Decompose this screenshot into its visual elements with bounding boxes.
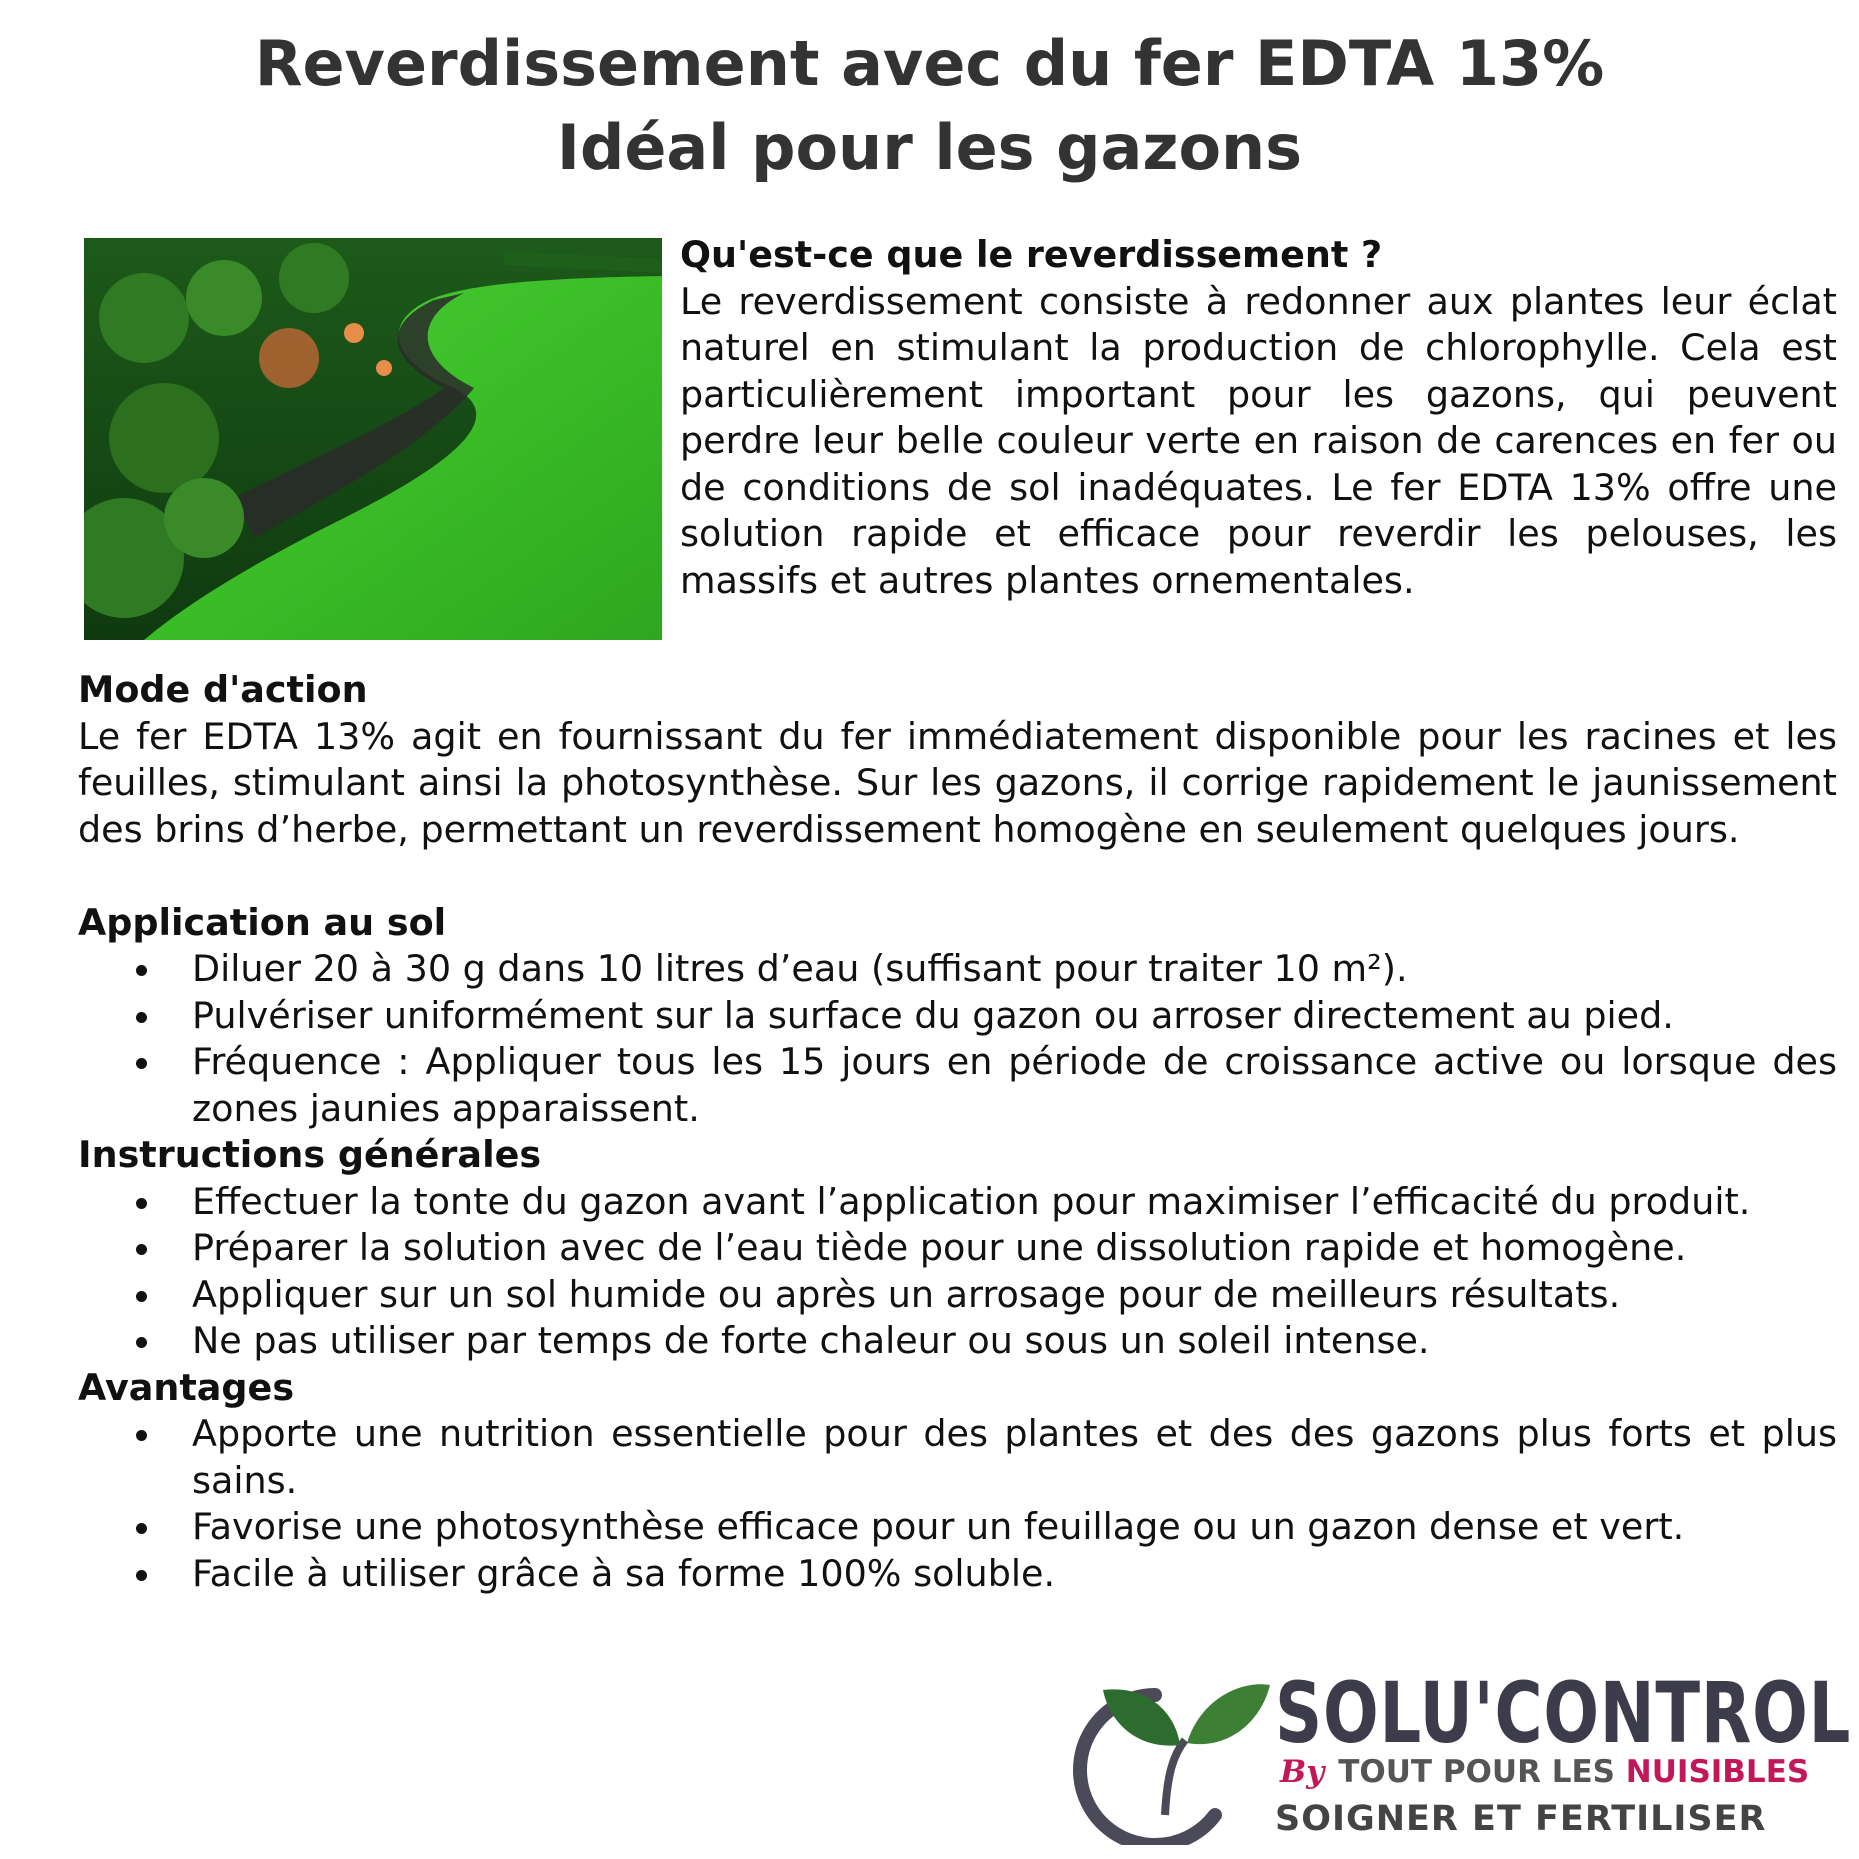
mode-action-text: Le fer EDTA 13% agit en fournissant du fer immédiatement disponible pour les racines et les feuilles, stimulant ainsi la photosynthèse. Sur les gazons, il corrige rapidement le jaunissement des brins d’herbe, permettant un reverdissement homogène en seulement quelques jours. [78, 714, 1837, 851]
list-item: Pulvériser uniformément sur la surface du gazon ou arroser directement au pied. [78, 993, 1837, 1040]
mode-action-heading: Mode d'action [78, 668, 368, 711]
list-item: Fréquence : Appliquer tous les 15 jours en période de croissance active ou lorsque des zones jaunies apparaissent. [78, 1039, 1837, 1132]
intro-section [680, 232, 1837, 604]
lawn-garden-photo [84, 238, 662, 640]
list-item: Préparer la solution avec de l’eau tiède pour une dissolution rapide et homogène. [78, 1225, 1837, 1272]
title-line-2: Idéal pour les gazons [556, 111, 1303, 184]
avantages-list [78, 1411, 1837, 1597]
application-heading: Application au sol [78, 900, 447, 944]
brand-name: SOLU'CONTROL [1275, 1664, 1852, 1762]
byline-prefix: TOUT POUR LES [1338, 1754, 1626, 1790]
list-item: Apporte une nutrition essentielle pour des plantes et des des gazons plus forts et plus sains. [78, 1411, 1837, 1504]
list-item: Effectuer la tonte du gazon avant l’application pour maximiser l’efficacité du produit. [78, 1179, 1837, 1226]
list-item: Favorise une photosynthèse efficace pour un feuillage ou un gazon dense et vert. [78, 1504, 1837, 1551]
byline-highlight: NUISIBLES [1625, 1754, 1810, 1790]
page-title [0, 22, 1859, 190]
avantages-heading: Avantages [78, 1365, 295, 1409]
instructions-heading: Instructions générales [78, 1133, 542, 1176]
logo-byline [1280, 1752, 1809, 1792]
section-spacer [78, 853, 1837, 900]
main-content [78, 667, 1837, 1597]
title-line-1: Reverdissement avec du fer EDTA 13% [254, 27, 1605, 100]
application-list [78, 946, 1837, 1132]
instructions-list [78, 1179, 1837, 1365]
by-label: By [1280, 1754, 1325, 1790]
list-item: Ne pas utiliser par temps de forte chaleur ou sous un soleil intense. [78, 1318, 1837, 1365]
list-item: Facile à utiliser grâce à sa forme 100% soluble. [78, 1551, 1837, 1598]
logo-tagline: SOIGNER ET FERTILISER [1275, 1799, 1767, 1839]
intro-heading: Qu'est-ce que le reverdissement ? [680, 233, 1383, 276]
list-item: Diluer 20 à 30 g dans 10 litres d’eau (suffisant pour traiter 10 m²). [78, 946, 1837, 993]
intro-text: Le reverdissement consiste à redonner aux plantes leur éclat naturel en stimulant la production de chlorophylle. Cela est particulièrement important pour les gazons, qui peuvent perdre leur belle couleur verte en raison de carences en fer ou de conditions de sol inadéquates. Le fer EDTA 13% offre une solution rapide et efficace pour reverdir les pelouses, les massifs et autres plantes ornementales. [680, 279, 1837, 602]
list-item: Appliquer sur un sol humide ou après un arrosage pour de meilleurs résultats. [78, 1272, 1837, 1319]
